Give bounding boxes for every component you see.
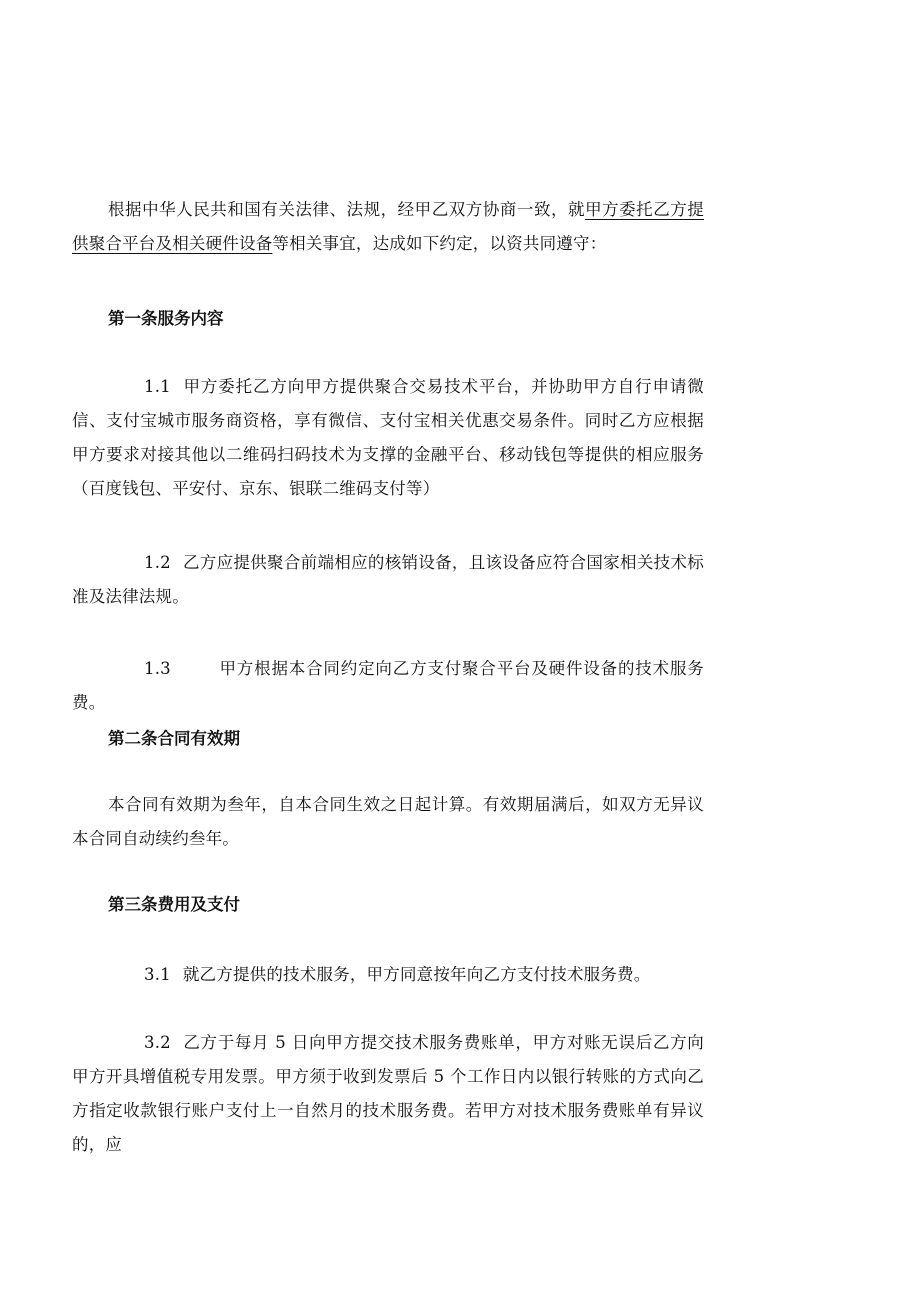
clause-1-2 bbox=[72, 546, 704, 614]
clause-text: 甲方委托乙方向甲方提供聚合交易技术平台，并协助甲方自行申请微信、支付宝城市服务商资格，享有微信、支付宝相关优惠交易条件。同时乙方应根据甲方要求对接其他以二维码扫码技术为支撑的金融平台、移动钱包等提供的相应服务（百度钱包、平安付、京东、银联二维码支付等） bbox=[72, 377, 704, 498]
section-1-heading: 第一条服务内容 bbox=[108, 309, 224, 328]
clause-1-3 bbox=[72, 652, 704, 720]
clause-text: 乙方应提供聚合前端相应的核销设备，且该设备应符合国家相关技术标准及法律法规。 bbox=[72, 553, 704, 606]
clause-text: 甲方根据本合同约定向乙方支付聚合平台及硬件设备的技术服务费。 bbox=[72, 659, 704, 712]
intro-text-before: 根据中华人民共和国有关法律、法规，经甲乙双方协商一致，就 bbox=[108, 200, 586, 219]
intro-underlined-subject: 甲方委托乙方提供聚合平台及相关硬件设备 bbox=[72, 200, 704, 253]
clause-3-2 bbox=[72, 1026, 704, 1162]
section-3-heading: 第三条费用及支付 bbox=[108, 895, 240, 914]
clause-3-1 bbox=[72, 958, 704, 992]
clause-number: 3.2 bbox=[144, 1033, 171, 1052]
clause-number: 3.1 bbox=[144, 965, 171, 984]
clause-number: 1.1 bbox=[144, 377, 171, 396]
section-2-heading: 第二条合同有效期 bbox=[108, 729, 240, 748]
clause-number: 1.2 bbox=[144, 553, 171, 572]
clause-text: 就乙方提供的技术服务，甲方同意按年向乙方支付技术服务费。 bbox=[182, 965, 651, 984]
section-2-body: 本合同有效期为叁年，自本合同生效之日起计算。有效期届满后，如双方无异议本合同自动续约叁年。 bbox=[72, 795, 704, 848]
clause-number: 1.3 bbox=[144, 659, 171, 678]
intro-paragraph bbox=[72, 193, 704, 261]
clause-1-1 bbox=[72, 370, 704, 506]
clause-text: 乙方于每月 5 日向甲方提交技术服务费账单，甲方对账无误后乙方向甲方开具增值税专用发票。甲方须于收到发票后 5 个工作日内以银行转账的方式向乙方指定收款银行账户支付上一自然月的技术服务费。若甲方对技术服务费账单有异议的，应 bbox=[72, 1033, 704, 1154]
intro-text-after: 等相关事宜，达成如下约定，以资共同遵守： bbox=[272, 234, 607, 253]
